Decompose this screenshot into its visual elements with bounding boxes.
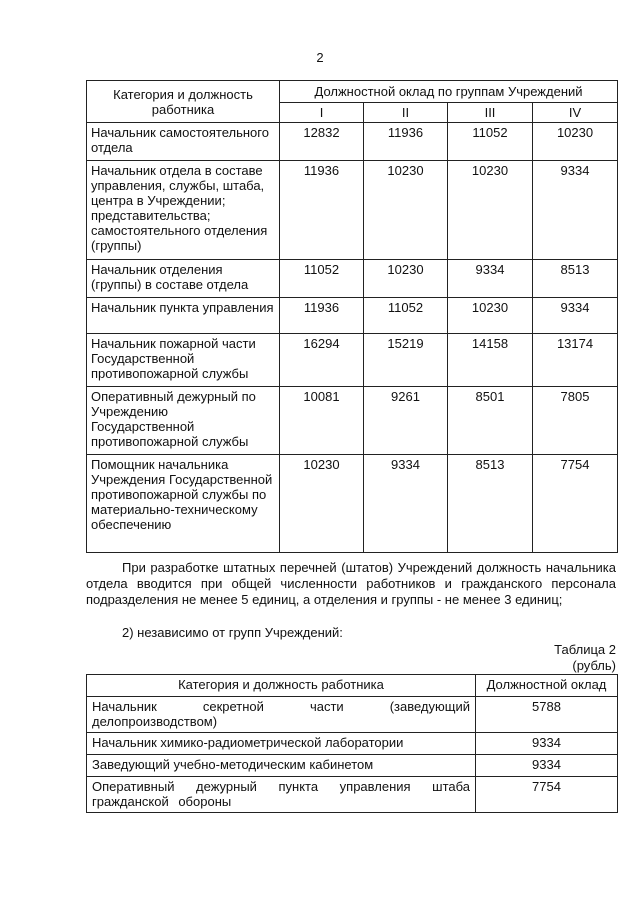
header-category: Категория и должность работника	[87, 81, 280, 123]
row-value: 11052	[364, 298, 448, 334]
header-category: Категория и должность работника	[87, 675, 476, 697]
row-position: Помощник начальника Учреждения Государственной противопожарной службы по материально-техническому обеспечению	[87, 455, 280, 553]
table-row	[87, 334, 618, 387]
row-position: Заведующий учебно-методическим кабинетом	[87, 755, 476, 777]
row-value: 10230	[533, 123, 618, 161]
row-value: 11052	[448, 123, 533, 161]
page-number: 2	[316, 50, 324, 65]
row-value: 8501	[448, 387, 533, 455]
table-row	[87, 387, 618, 455]
row-value: 11052	[280, 260, 364, 298]
row-value: 7754	[533, 455, 618, 553]
table-row	[87, 777, 618, 813]
row-position: Начальник отдела в составе управления, службы, штаба, центра в Учреждении; представительства; самостоятельного отделения (группы)	[87, 161, 280, 260]
row-value: 11936	[280, 298, 364, 334]
row-value: 8513	[533, 260, 618, 298]
row-value: 11936	[280, 161, 364, 260]
row-value: 7805	[533, 387, 618, 455]
row-value: 13174	[533, 334, 618, 387]
table-row	[87, 755, 618, 777]
table-row	[87, 697, 618, 733]
row-value: 11936	[364, 123, 448, 161]
row-position: Начальник пункта управления	[87, 298, 280, 334]
row-value: 8513	[448, 455, 533, 553]
table-row	[87, 455, 618, 553]
row-position: Начальник химико-радиометрической лаборатории	[87, 733, 476, 755]
row-value: 9261	[364, 387, 448, 455]
header-group-3: III	[448, 103, 533, 123]
header-group-1: I	[280, 103, 364, 123]
row-position: Оперативный дежурный по Учреждению Государственной противопожарной службы	[87, 387, 280, 455]
row-value: 9334	[533, 298, 618, 334]
row-position: Начальник отделения (группы) в составе отдела	[87, 260, 280, 298]
row-value: 10081	[280, 387, 364, 455]
header-salary-by-groups: Должностной оклад по группам Учреждений	[280, 81, 618, 103]
table-row	[87, 161, 618, 260]
table-caption: Таблица 2	[554, 642, 616, 657]
row-value: 15219	[364, 334, 448, 387]
list-item-paragraph: 2) независимо от групп Учреждений:	[122, 625, 343, 640]
body-paragraph: При разработке штатных перечней (штатов) Учреждений должность начальника отдела вводится при общей численности работников и гражданского персонала подразделения не менее 5 единиц, а отделения и группы - не менее 3 единиц;	[86, 560, 616, 607]
row-value: 9334	[533, 161, 618, 260]
row-position: Начальник пожарной части Государственной противопожарной службы	[87, 334, 280, 387]
table-unit: (рубль)	[572, 658, 616, 673]
header-group-4: IV	[533, 103, 618, 123]
table-row	[87, 123, 618, 161]
row-value: 9334	[476, 755, 618, 777]
row-value: 14158	[448, 334, 533, 387]
row-value: 12832	[280, 123, 364, 161]
row-value: 9334	[476, 733, 618, 755]
salary-by-group-table	[86, 80, 618, 553]
row-value: 10230	[364, 161, 448, 260]
row-position: Оперативный дежурный пункта управления штаба гражданской обороны	[87, 777, 476, 813]
row-value: 10230	[364, 260, 448, 298]
row-value: 16294	[280, 334, 364, 387]
header-group-2: II	[364, 103, 448, 123]
row-value: 10230	[448, 161, 533, 260]
row-position: Начальник секретной части (заведующий делопроизводством)	[87, 697, 476, 733]
row-value: 9334	[448, 260, 533, 298]
row-value: 5788	[476, 697, 618, 733]
header-salary: Должностной оклад	[476, 675, 618, 697]
table-row	[87, 298, 618, 334]
row-position: Начальник самостоятельного отдела	[87, 123, 280, 161]
row-value: 7754	[476, 777, 618, 813]
table-row	[87, 733, 618, 755]
table-row	[87, 260, 618, 298]
row-value: 10230	[448, 298, 533, 334]
row-value: 10230	[280, 455, 364, 553]
salary-independent-table	[86, 674, 618, 813]
row-value: 9334	[364, 455, 448, 553]
